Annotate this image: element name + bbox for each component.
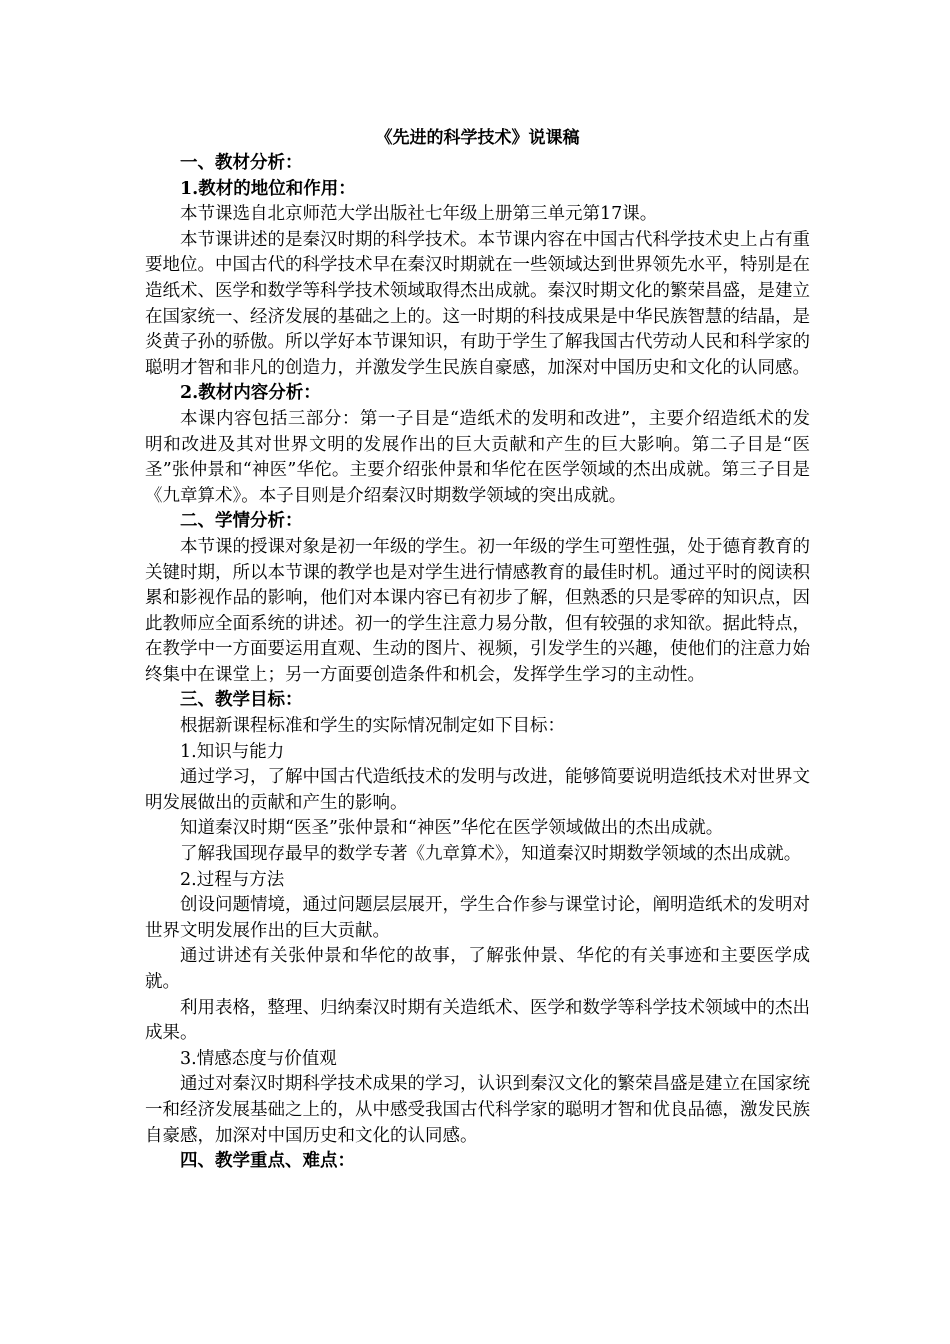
document-title: 《先进的科学技术》说课稿 bbox=[375, 128, 580, 148]
paragraph-source: 本节课选自北京师范大学出版社七年级上册第三单元第17课。 bbox=[180, 204, 658, 225]
subheading-process-method: 2.过程与方法 bbox=[180, 869, 285, 890]
subheading-emotion-values: 3.情感态度与价值观 bbox=[180, 1048, 337, 1069]
subheading-content-analysis: 2.教材内容分析： bbox=[180, 383, 321, 404]
document-body bbox=[145, 151, 810, 1175]
paragraph-students: 本节课的授课对象是初一年级的学生。初一年级的学生可塑性强，处于德育教育的关键时期，所以本节课的教学也是对学生进行情感教育的最佳时机。通过平时的阅读积累和影视作品的影响，他们对本课内容已有初步了解，但熟悉的只是零碎的知识点，因此教师应全面系统的讲述。初一的学生注意力易分散，但有较强的求知欲。据此特点，在教学中一方面要运用直观、生动的图片、视频，引发学生的兴趣，使他们的注意力始终集中在课堂上；另一方面要创造条件和机会，发挥学生学习的主动性。 bbox=[145, 536, 810, 685]
paragraph-goal-paper: 通过学习，了解中国古代造纸技术的发明与改进，能够简要说明造纸技术对世界文明发展做出的贡献和产生的影响。 bbox=[145, 767, 810, 813]
heading-key-difficult-points: 四、教学重点、难点： bbox=[180, 1151, 355, 1172]
heading-textbook-analysis: 一、教材分析： bbox=[180, 153, 303, 173]
paragraph-values: 通过对秦汉时期科学技术成果的学习，认识到秦汉文化的繁荣昌盛是建立在国家统一和经济发展基础之上的，从中感受我国古代科学家的聪明才智和优良品德，激发民族自豪感，加深对中国历史和文化的认同感。 bbox=[145, 1074, 810, 1146]
paragraph-method-stories: 通过讲述有关张仲景和华佗的故事，了解张仲景、华佗的有关事迹和主要医学成就。 bbox=[145, 946, 810, 992]
paragraph-goal-medicine: 知道秦汉时期“医圣”张仲景和“神医”华佗在医学领域做出的杰出成就。 bbox=[180, 818, 724, 839]
subheading-status-role: 1.教材的地位和作用： bbox=[180, 178, 356, 199]
paragraph-method-discussion: 创设问题情境，通过问题层层展开，学生合作参与课堂讨论，阐明造纸术的发明对世界文明发展作出的巨大贡献。 bbox=[145, 895, 810, 941]
paragraph-goal-math: 了解我国现存最早的数学专著《九章算术》，知道秦汉时期数学领域的杰出成就。 bbox=[180, 844, 802, 865]
heading-teaching-goals: 三、教学目标： bbox=[180, 690, 303, 711]
subheading-knowledge-ability: 1.知识与能力 bbox=[180, 741, 285, 762]
paragraph-content: 本课内容包括三部分：第一子目是“造纸术的发明和改进”，主要介绍造纸术的发明和改进及其对世界文明的发展作出的巨大贡献和产生的巨大影响。第二子目是“医圣”张仲景和“神医”华佗。主要介绍张仲景和华佗在医学领域的杰出成就。第三子目是《九章算术》。本子目则是介绍秦汉时期数学领域的突出成就。 bbox=[145, 408, 810, 506]
paragraph-method-table: 利用表格，整理、归纳秦汉时期有关造纸术、医学和数学等科学技术领域中的杰出成果。 bbox=[145, 997, 810, 1044]
heading-student-analysis: 二、学情分析： bbox=[180, 511, 303, 532]
document-page bbox=[145, 125, 810, 1175]
paragraph-importance: 本节课讲述的是秦汉时期的科学技术。本节课内容在中国古代科学技术史上占有重要地位。中国古代的科学技术早在秦汉时期就在一些领域达到世界领先水平，特别是在造纸术、医学和数学等科学技术领域取得杰出成就。秦汉时期文化的繁荣昌盛，是建立在国家统一、经济发展的基础之上的。这一时期的科技成果是中华民族智慧的结晶，是炎黄子孙的骄傲。所以学好本节课知识，有助于学生了解我国古代劳动人民和科学家的聪明才智和非凡的创造力，并激发学生民族自豪感，加深对中国历史和文化的认同感。 bbox=[145, 229, 810, 378]
paragraph-goals-intro: 根据新课程标准和学生的实际情况制定如下目标： bbox=[180, 716, 565, 737]
